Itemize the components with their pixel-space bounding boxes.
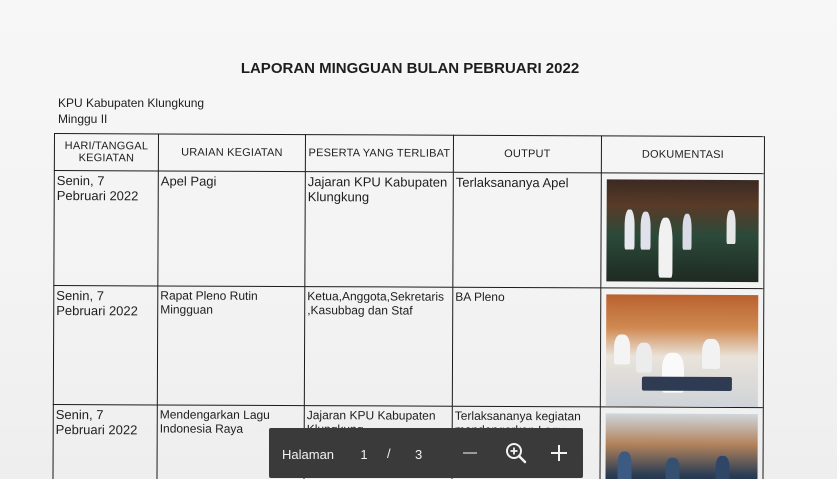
zoom-in-button[interactable] (544, 438, 574, 468)
cell-activity: Apel Pagi (158, 171, 306, 287)
week-label: Minggu II (58, 112, 108, 126)
report-title: LAPORAN MINGGUAN BULAN PEBRUARI 2022 (240, 60, 580, 77)
cell-date: Senin, 7 Pebruari 2022 (54, 171, 159, 286)
table-header-row (54, 134, 764, 174)
column-header-activity: URAIAN KEGIATAN (158, 134, 305, 172)
cell-output: Terlaksananya kegiatan (452, 406, 600, 479)
column-header-documentation: DOKUMENTASI (601, 136, 764, 174)
column-header-participants: PESERTA YANG TERLIBAT (305, 135, 453, 173)
total-pages: 3 (415, 447, 423, 462)
cell-participants: Ketua,Anggota,Sekretaris ,Kasubbag dan Staf (304, 287, 453, 407)
cell-activity: Rapat Pleno Rutin Mingguan (157, 286, 305, 406)
documentation-photo (606, 294, 758, 407)
zoom-in-icon (501, 438, 531, 468)
cell-participants: Jajaran KPU Kabupaten Klungkung (305, 172, 454, 288)
cell-date: Senin, 7 Pebruari 2022 (53, 404, 157, 479)
column-header-output: OUTPUT (453, 135, 601, 173)
zoom-fit-button[interactable] (501, 438, 531, 468)
table-row (54, 171, 764, 289)
page-label: Halaman (282, 447, 335, 462)
documentation-photo (605, 413, 757, 479)
column-header-date: HARI/TANGGAL KEGIATAN (54, 134, 158, 171)
cell-output: Terlaksananya Apel (453, 172, 602, 288)
cell-documentation (601, 173, 765, 289)
current-page-input[interactable]: 1 (360, 447, 368, 462)
documentation-photo (606, 179, 758, 282)
cell-output: BA Pleno (452, 287, 601, 407)
organization-name: KPU Kabupaten Klungkung (58, 96, 205, 110)
cell-date: Senin, 7 Pebruari 2022 (53, 286, 158, 405)
pdf-viewer-toolbar (269, 428, 583, 478)
table-row (53, 286, 764, 408)
cell-activity: Mendengarkan Lagu Indonesia Raya (157, 405, 304, 479)
page-separator: / (387, 446, 391, 461)
cell-documentation (600, 407, 763, 479)
cell-participants: Jajaran KPU Kabupaten (304, 406, 452, 479)
cell-documentation (600, 288, 764, 408)
zoom-out-button[interactable] (456, 438, 486, 468)
